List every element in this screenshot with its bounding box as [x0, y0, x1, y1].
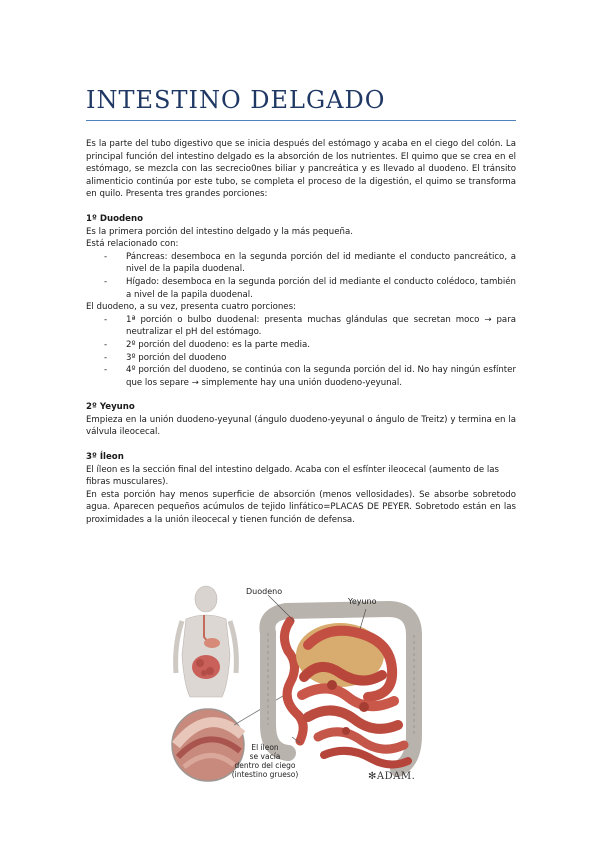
ileon-paragraph-1: El íleon es la sección final del intestino delgado. Acaba con el esfínter ileocecal (aumento de las fibras musculares).	[86, 464, 499, 488]
label-ileon: El íleon se vacía dentro del ciego (intestino grueso)	[231, 743, 299, 779]
list-dash: -	[104, 339, 108, 350]
duodeno-line-2: Está relacionado con:	[86, 239, 179, 250]
section-heading-duodeno: 1º Duodeno	[86, 213, 143, 224]
label-duodeno: Duodeno	[246, 587, 283, 596]
document-body	[86, 138, 516, 527]
duodeno-relations-list	[86, 251, 516, 301]
list-dash: -	[104, 365, 108, 376]
duodeno-line-3: El duodeno, a su vez, presenta cuatro porciones:	[86, 302, 296, 313]
duodeno-line-1: Es la primera porción del intestino delgado y la más pequeña.	[86, 226, 353, 237]
list-dash: -	[104, 276, 108, 287]
list-item: - Páncreas: desemboca en la segunda porción del id mediante el conducto pancreático, a nivel de la papila duodenal.	[104, 251, 516, 275]
small-intestine	[284, 621, 408, 765]
duodeno-portions-list	[86, 314, 516, 390]
list-item: - Hígado: desemboca en la segunda porción del id mediante el conducto colédoco, también a nivel de la papila duodenal.	[104, 276, 516, 300]
list-item: - 1ª porción o bulbo duodenal: presenta muchas glándulas que secretan moco → para neutralizar el pH del estómago.	[104, 314, 516, 338]
torso-figure	[176, 586, 237, 697]
yeyuno-paragraph: Empieza en la unión duodeno-yeyunal (ángulo duodeno-yeyunal o ángulo de Treitz) y termina en la válvula ileocecal.	[86, 414, 516, 438]
list-item: - 3º porción del duodeno	[104, 352, 227, 363]
list-dash: -	[104, 314, 108, 325]
ileon-paragraph-2: En esta porción hay menos superficie de absorción (menos vellosidades). Se absorbe sobretodo agua. Aparecen pequeños acúmulos de tejido linfático=PLACAS DE PEYER. Sobretodo están en las proximidades a la unión ileocecal y tienen función de defensa.	[86, 489, 516, 526]
intestine-illustration	[168, 585, 430, 785]
title-underline	[86, 120, 516, 121]
list-dash: -	[104, 352, 108, 363]
list-item: - 2º porción del duodeno: es la parte media.	[104, 339, 310, 350]
adam-logo: ✻ADAM.	[368, 771, 416, 782]
list-item: - 4º porción del duodeno, se continúa con la segunda porción del id. No hay ningún esfínter que los separe → simplemente hay una unión duodeno-yeyunal.	[104, 365, 516, 388]
list-dash: -	[104, 251, 108, 262]
intro-paragraph: Es la parte del tubo digestivo que se inicia después del estómago y acaba en el ciego del colón. La principal función del intestino delgado es la absorción de los nutrientes. El quimo que se crea en el estómago, se mezcla con las secrecio0nes biliar y pancreática y es llevado al duodeno. El tránsito alimenticio continúa por este tubo, se completa el proceso de la digestión, el quimo se transforma en quilo. Presenta tres grandes porciones:	[86, 139, 516, 200]
section-heading-yeyuno: 2º Yeyuno	[86, 402, 135, 413]
label-yeyuno: Yeyuno	[348, 597, 377, 606]
section-heading-ileon: 3º Íleon	[86, 452, 124, 463]
page-title: INTESTINO DELGADO	[86, 86, 386, 114]
